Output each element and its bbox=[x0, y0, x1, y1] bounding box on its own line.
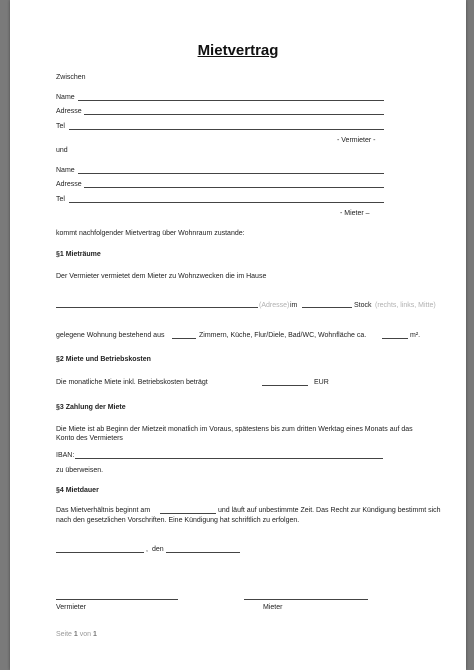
landlord-address-label: Adresse bbox=[56, 108, 82, 115]
tenant-address-field[interactable] bbox=[84, 187, 384, 188]
s1-rooms-field[interactable] bbox=[172, 338, 196, 339]
s2-text: Die monatliche Miete inkl. Betriebskosten beträgt bbox=[56, 379, 208, 386]
s2-currency: EUR bbox=[314, 379, 329, 386]
document-page bbox=[10, 0, 466, 670]
und-label: und bbox=[56, 147, 68, 154]
s1-wohnung-text-a: gelegene Wohnung bestehend aus bbox=[56, 332, 165, 339]
s1-heading: §1 Mieträume bbox=[56, 251, 101, 258]
s4-text-line1b: und läuft auf unbestimmte Zeit. Das Recht zur Kündigung bestimmt sich bbox=[218, 507, 441, 514]
landlord-signature-label: Vermieter bbox=[56, 604, 86, 611]
s4-text-line1a: Das Mietverhältnis beginnt am bbox=[56, 507, 151, 514]
s1-area-field[interactable] bbox=[382, 338, 408, 339]
page-footer bbox=[56, 631, 97, 638]
tenant-tel-label: Tel bbox=[56, 196, 65, 203]
footer-seite: Seite bbox=[56, 631, 72, 638]
s4-heading: §4 Mietdauer bbox=[56, 487, 99, 494]
between-label: Zwischen bbox=[56, 74, 86, 81]
signature-date-field[interactable] bbox=[166, 552, 240, 553]
s3-transfer-text: zu überweisen. bbox=[56, 467, 104, 474]
signature-comma: , bbox=[146, 546, 148, 553]
intro-text: kommt nachfolgender Mietvertrag über Wohnraum zustande: bbox=[56, 230, 245, 237]
page-title: Mietvertrag bbox=[197, 42, 279, 59]
s1-adresse-hint: (Adresse) bbox=[259, 302, 290, 309]
landlord-signature-field[interactable] bbox=[56, 599, 178, 600]
landlord-tel-label: Tel bbox=[56, 123, 65, 130]
s2-rent-field[interactable] bbox=[262, 385, 308, 386]
tenant-address-label: Adresse bbox=[56, 181, 82, 188]
s3-heading: §3 Zahlung der Miete bbox=[56, 404, 126, 411]
landlord-name-label: Name bbox=[56, 94, 75, 101]
s1-address-field[interactable] bbox=[56, 307, 258, 308]
s1-im-label: im bbox=[290, 302, 298, 309]
s1-floor-field[interactable] bbox=[302, 307, 352, 308]
landlord-role: - Vermieter - bbox=[337, 137, 376, 144]
s1-stock-hint: (rechts, links, Mitte) bbox=[375, 302, 436, 309]
tenant-role: - Mieter – bbox=[340, 210, 370, 217]
signature-den-label: den bbox=[152, 546, 164, 553]
tenant-tel-field[interactable] bbox=[69, 202, 384, 203]
landlord-address-field[interactable] bbox=[84, 114, 384, 115]
s1-unit: m². bbox=[410, 332, 421, 339]
footer-von: von bbox=[79, 631, 92, 638]
s1-wohnung-text-b: Zimmern, Küche, Flur/Diele, Bad/WC, Wohnfläche ca. bbox=[199, 332, 367, 339]
s1-text: Der Vermieter vermietet dem Mieter zu Wohnzwecken die im Hause bbox=[56, 273, 267, 280]
tenant-signature-field[interactable] bbox=[244, 599, 368, 600]
s1-stock-label: Stock bbox=[354, 302, 372, 309]
s4-start-date-field[interactable] bbox=[160, 513, 216, 514]
signature-place-field[interactable] bbox=[56, 552, 144, 553]
tenant-signature-label: Mieter bbox=[263, 604, 283, 611]
s3-iban-label: IBAN: bbox=[56, 452, 75, 459]
s3-text-line1: Die Miete ist ab Beginn der Mietzeit monatlich im Voraus, spätestens bis zum dritten Werktag eines Monats auf das bbox=[56, 426, 413, 433]
footer-page-total: 1 bbox=[93, 631, 97, 638]
s3-iban-field[interactable] bbox=[75, 458, 383, 459]
landlord-tel-field[interactable] bbox=[69, 129, 384, 130]
tenant-name-field[interactable] bbox=[78, 173, 384, 174]
tenant-name-label: Name bbox=[56, 167, 75, 174]
landlord-name-field[interactable] bbox=[78, 100, 384, 101]
footer-page-number: 1 bbox=[73, 631, 78, 638]
s2-heading: §2 Miete und Betriebskosten bbox=[56, 356, 151, 363]
s4-text-line2: nach den gesetzlichen Vorschriften. Eine Kündigung hat schriftlich zu erfolgen. bbox=[56, 517, 300, 524]
s3-text-line2: Konto des Vermieters bbox=[56, 435, 123, 442]
